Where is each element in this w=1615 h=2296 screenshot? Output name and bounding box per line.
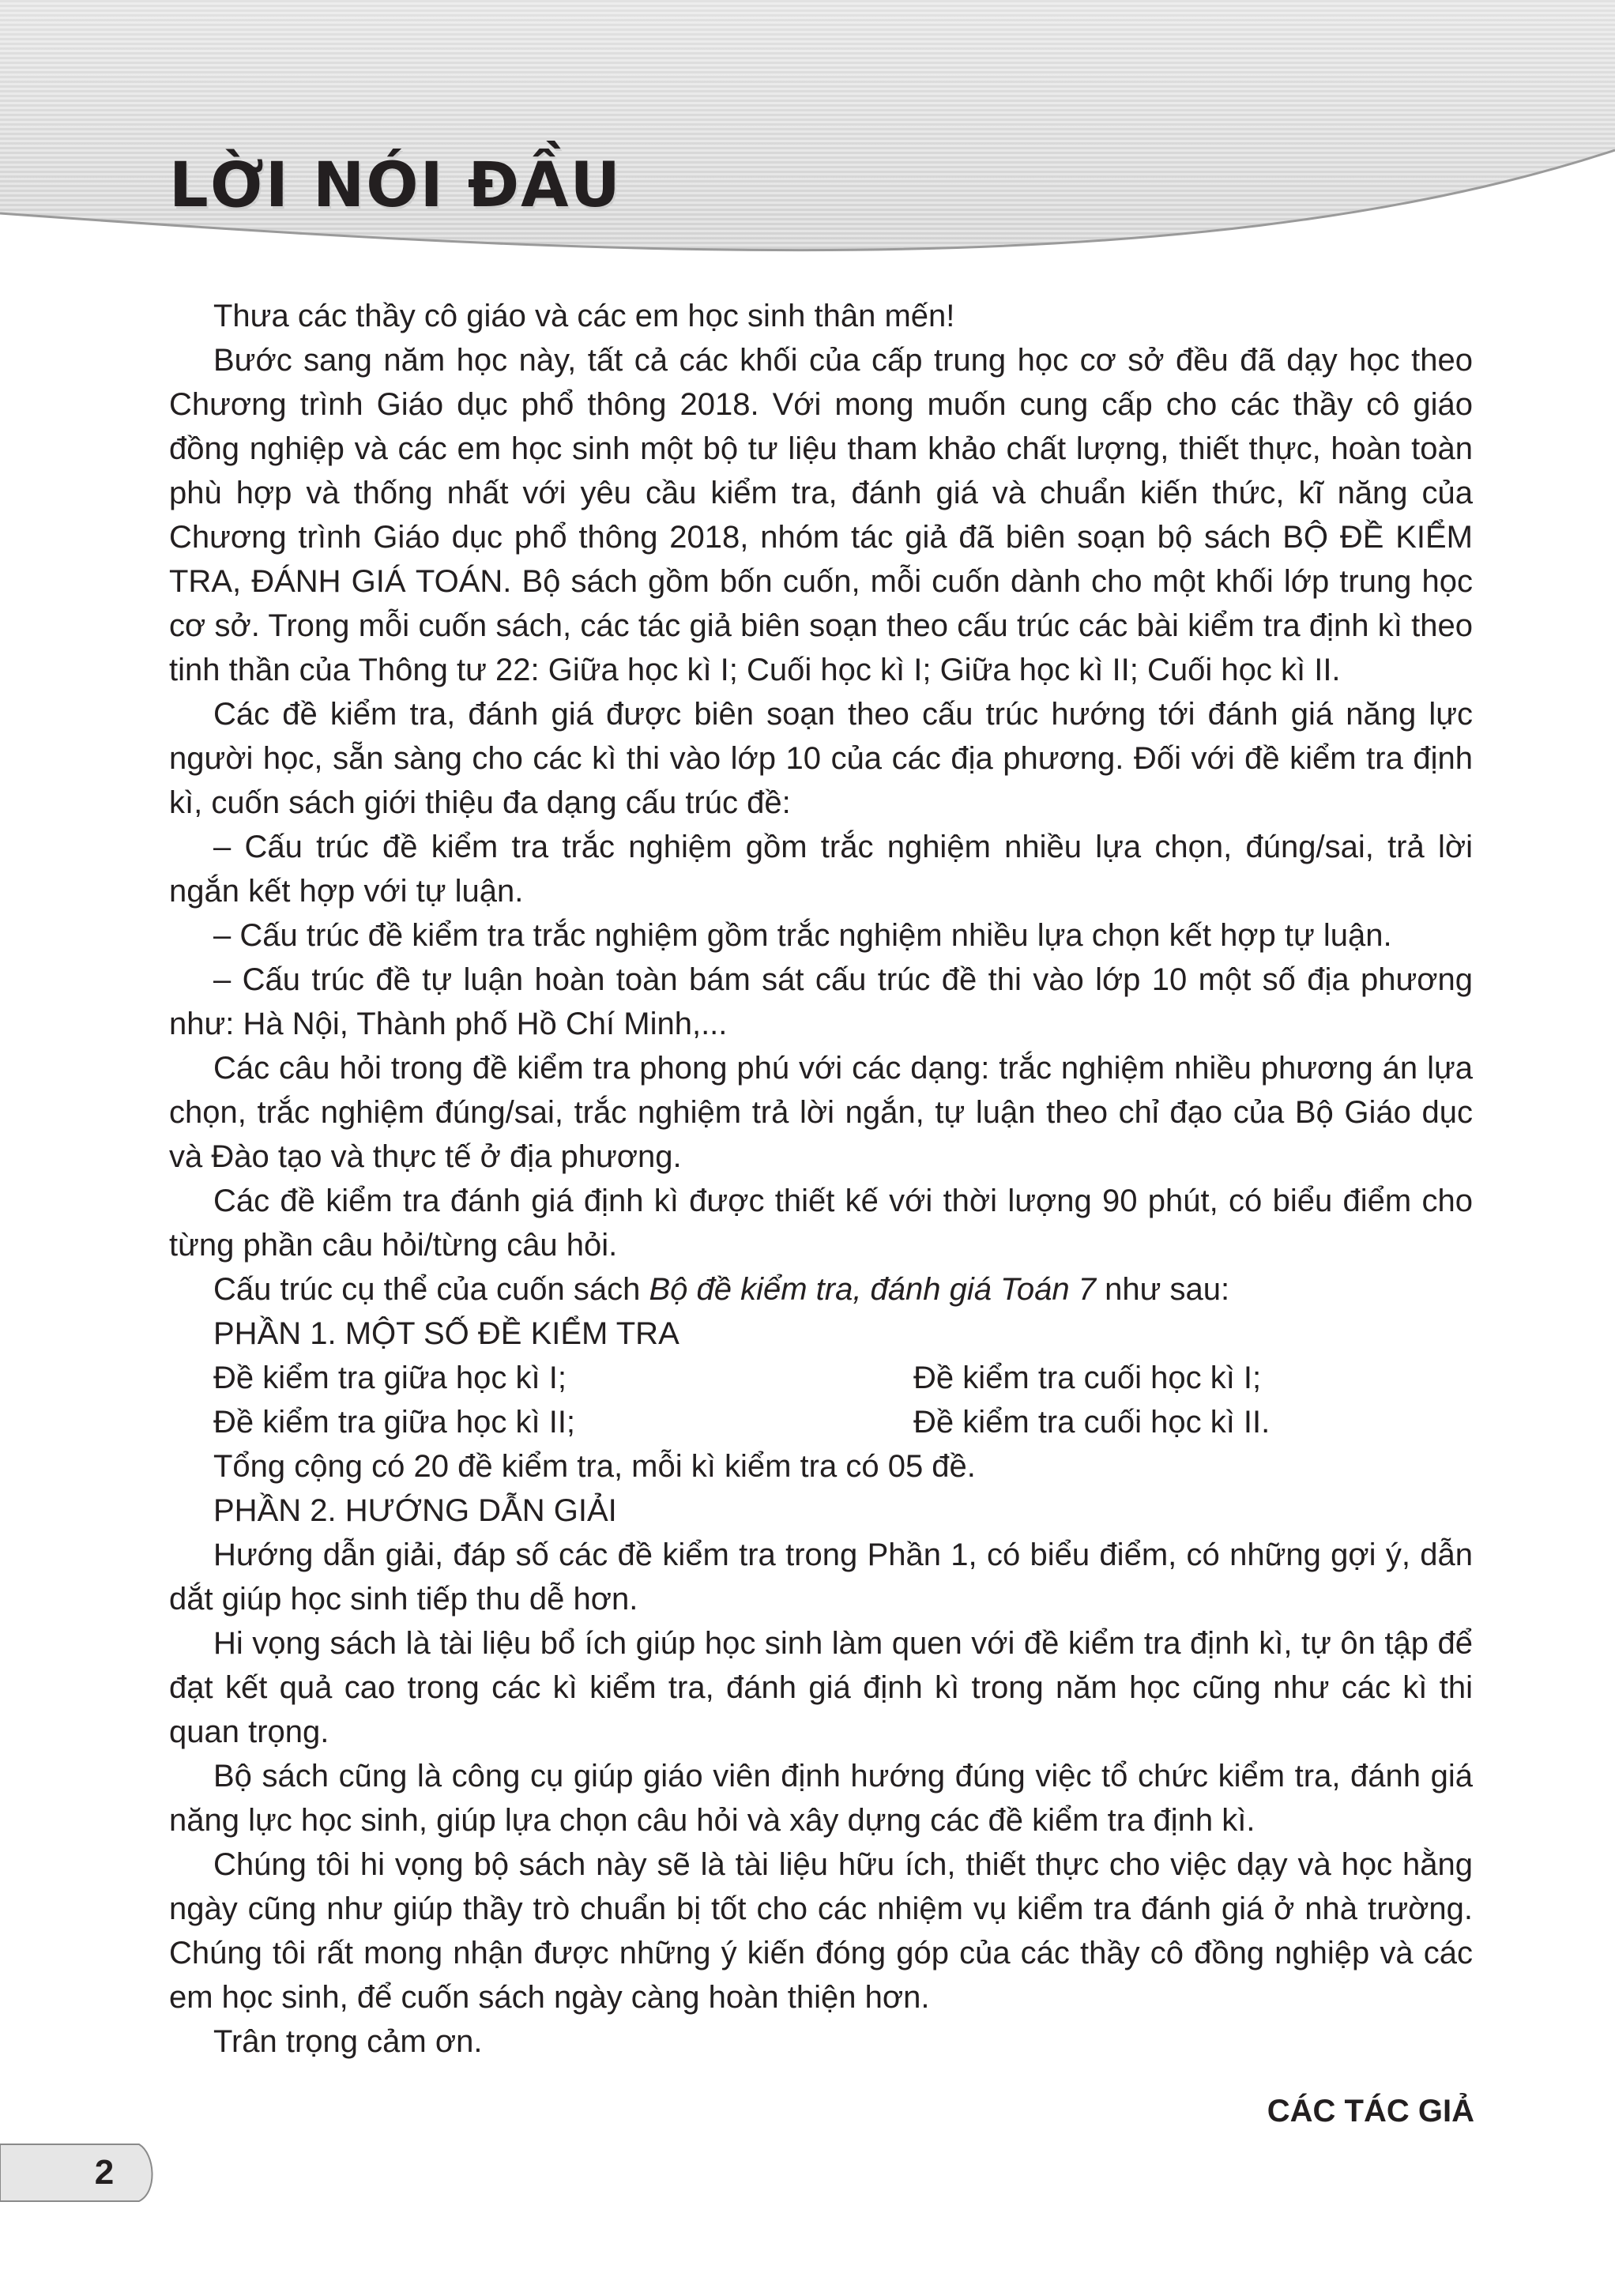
page-number-tab (0, 2140, 158, 2206)
paragraph: Bộ sách cũng là công cụ giúp giáo viên định hướng đúng việc tổ chức kiểm tra, đánh giá năng lực học sinh, giúp lựa chọn câu hỏi và xây dựng các đề kiểm tra định kì. (169, 1759, 1473, 1838)
exam-item: Đề kiểm tra giữa học kì II; (213, 1405, 576, 1440)
paragraph: Trân trọng cảm ơn. (213, 2024, 483, 2059)
structure-intro-prefix: Cấu trúc cụ thể của cuốn sách (213, 1272, 649, 1307)
part1-title: PHẦN 1. MỘT SỐ ĐỀ KIỂM TRA (213, 1316, 680, 1351)
exam-item: Đề kiểm tra cuối học kì II. (913, 1405, 1271, 1440)
paragraph: Các đề kiểm tra đánh giá định kì được thiết kế với thời lượng 90 phút, có biểu điểm cho từng phần câu hỏi/từng câu hỏi. (169, 1184, 1473, 1263)
paragraph: Bước sang năm học này, tất cả các khối của cấp trung học cơ sở đều đã dạy học theo Chương trình Giáo dục phổ thông 2018. Với mong muốn cung cấp cho các thầy cô giáo đồng nghiệp và các em học sinh một bộ tư liệu tham khảo chất lượng, thiết thực, hoàn toàn phù hợp và thống nhất với yêu cầu kiểm tra, đánh giá và chuẩn kiến thức, kĩ năng của Chương trình Giáo dục phổ thông 2018, nhóm tác giả đã biên soạn bộ sách BỘ ĐỀ KIỂM TRA, ĐÁNH GIÁ TOÁN. Bộ sách gồm bốn cuốn, mỗi cuốn dành cho một khối lớp trung học cơ sở. Trong mỗi cuốn sách, các tác giả biên soạn theo cấu trúc các bài kiểm tra định kì theo tinh thần của Thông tư 22: Giữa học kì I; Cuối học kì I; Giữa học kì II; Cuối học kì II. (169, 343, 1473, 687)
exam-row (169, 1400, 1473, 1444)
exam-item: Đề kiểm tra cuối học kì I; (913, 1361, 1262, 1395)
total-note: Tổng cộng có 20 đề kiểm tra, mỗi kì kiểm tra có 05 đề. (213, 1449, 976, 1484)
paragraph: Các đề kiểm tra, đánh giá được biên soạn theo cấu trúc hướng tới đánh giá năng lực người học, sẵn sàng cho các kì thi vào lớp 10 của các địa phương. Đối với đề kiểm tra định kì, cuốn sách giới thiệu đa dạng cấu trúc đề: (169, 697, 1473, 820)
paragraph: Hi vọng sách là tài liệu bổ ích giúp học sinh làm quen với đề kiểm tra định kì, tự ôn tập để đạt kết quả cao trong các kì kiểm tra, đánh giá định kì trong năm học cũng như các kì thi quan trọng. (169, 1626, 1473, 1749)
paragraph: Hướng dẫn giải, đáp số các đề kiểm tra trong Phần 1, có biểu điểm, có những gợi ý, dẫn dắt giúp học sinh tiếp thu dễ hơn. (169, 1538, 1473, 1617)
part2-title: PHẦN 2. HƯỚNG DẪN GIẢI (213, 1493, 617, 1528)
paragraph: – Cấu trúc đề tự luận hoàn toàn bám sát cấu trúc đề thi vào lớp 10 một số địa phương như: Hà Nội, Thành phố Hồ Chí Minh,... (169, 962, 1473, 1041)
paragraph: Chúng tôi hi vọng bộ sách này sẽ là tài liệu hữu ích, thiết thực cho việc dạy và học hằng ngày cũng như giúp thầy trò chuẩn bị tốt cho các nhiệm vụ kiểm tra đánh giá ở nhà trường. Chúng tôi rất mong nhận được những ý kiến đóng góp của các thầy cô đồng nghiệp và các em học sinh, để cuốn sách ngày càng hoàn thiện hơn. (169, 1847, 1473, 2015)
paragraph: Các câu hỏi trong đề kiểm tra phong phú với các dạng: trắc nghiệm nhiều phương án lựa chọn, trắc nghiệm đúng/sai, trắc nghiệm trả lời ngắn, tự luận theo chỉ đạo của Bộ Giáo dục và Đào tạo và thực tế ở địa phương. (169, 1051, 1473, 1174)
structure-intro (169, 1267, 1473, 1312)
page-number: 2 (94, 2153, 115, 2192)
structure-intro-suffix: như sau: (1096, 1272, 1230, 1307)
header-band (0, 0, 1615, 261)
exam-item: Đề kiểm tra giữa học kì I; (213, 1361, 567, 1395)
paragraph: – Cấu trúc đề kiểm tra trắc nghiệm gồm trắc nghiệm nhiều lựa chọn, đúng/sai, trả lời ngắn kết hợp với tự luận. (169, 830, 1473, 909)
page-title: LỜI NÓI ĐẦU (169, 150, 622, 221)
preface-body (169, 294, 1473, 2064)
paragraph: – Cấu trúc đề kiểm tra trắc nghiệm gồm trắc nghiệm nhiều lựa chọn kết hợp tự luận. (213, 918, 1392, 953)
book-title: Bộ đề kiểm tra, đánh giá Toán 7 (649, 1272, 1097, 1307)
exam-row (169, 1356, 1473, 1400)
paragraph: Thưa các thầy cô giáo và các em học sinh thân mến! (213, 299, 955, 333)
signature: CÁC TÁC GIẢ (1267, 2094, 1474, 2129)
